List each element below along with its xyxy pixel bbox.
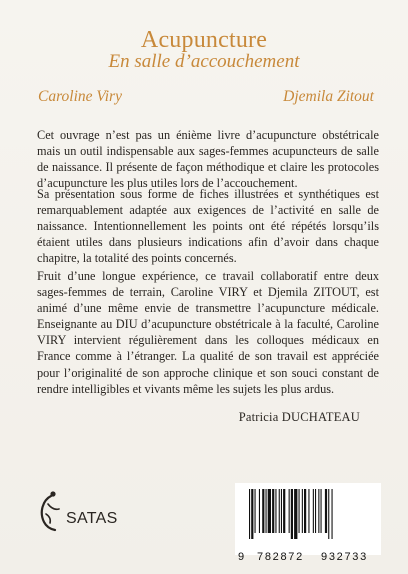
barcode-bar xyxy=(299,489,300,533)
isbn-barcode xyxy=(235,483,381,563)
blurb-paragraph-1 xyxy=(37,127,379,191)
barcode-bar xyxy=(294,489,297,539)
barcode-bar xyxy=(308,489,309,533)
barcode-bar xyxy=(279,489,280,533)
paragraph-text: Fruit d’une longue expérience, ce travail collaboratif entre deux sages-femmes de terrain, Caroline VIRY et Djemila ZITOUT, est animé d’une même envie de transmettre l’acupuncture médicale. Enseignante au DIU d’acupuncture obstétricale à la faculté, Caroline VIRY intervient régulièrement dans les colloques médicaux en France comme à l’étranger. La qualité de son travail est appréciée pour l’originalité de son approche clinique et son souci constant de rendre intelligibles et vivants même les sujets les plus ardus. xyxy=(37,269,379,396)
barcode-bar xyxy=(281,489,282,533)
barcode-bar xyxy=(325,489,327,533)
barcode-bars xyxy=(249,489,369,539)
barcode-lead-digit: 9 xyxy=(238,551,245,563)
barcode-bar xyxy=(328,489,329,539)
barcode-group-2: 932733 xyxy=(321,551,368,563)
barcode-bar xyxy=(262,489,264,533)
foreword-signature: Patricia DUCHATEAU xyxy=(238,410,360,424)
barcode-bar xyxy=(315,489,316,533)
paragraph-text: Sa présentation sous forme de fiches illustrées et synthétiques est remarquablement adaptée aux exigences de l’activité en salle de naissance. Intentionnellement les points ont été répétés lorsqu’ils étaient utiles dans plusieurs indications afin d’avoir dans chaque chapitre, la totalité des points concernés. xyxy=(37,187,379,266)
barcode-bar xyxy=(321,489,322,533)
book-subtitle: En salle d’accouchement xyxy=(108,51,300,72)
barcode-bar xyxy=(268,489,271,533)
author-1: Caroline Viry xyxy=(38,88,122,105)
barcode-bar xyxy=(304,489,306,533)
barcode-bar xyxy=(272,489,274,533)
barcode-bar xyxy=(255,489,256,533)
barcode-bar xyxy=(259,489,260,533)
blurb-paragraph-2 xyxy=(37,186,379,266)
dancing-figure-icon xyxy=(36,488,62,532)
paragraph-text: Cet ouvrage n’est pas un énième livre d’acupuncture obstétricale mais un outil indispensable aux sages-femmes acupuncteurs de salle de naissance. Il présente de façon méthodique et claire les protocoles d’acupuncture les plus utiles lors de l’accouchement. xyxy=(37,128,379,191)
barcode-group-1: 782872 xyxy=(257,551,304,563)
author-2: Djemila Zitout xyxy=(283,88,374,105)
book-title: Acupuncture xyxy=(140,27,268,53)
publisher-name: SATAS xyxy=(66,510,118,527)
barcode-bar xyxy=(291,489,293,539)
barcode-bar xyxy=(302,489,303,533)
barcode-bar xyxy=(266,489,267,533)
barcode-bar xyxy=(332,489,333,539)
barcode-bar xyxy=(313,489,314,533)
blurb-paragraph-3 xyxy=(37,268,379,397)
barcode-bar xyxy=(275,489,276,533)
barcode-bar xyxy=(289,489,290,533)
barcode-bar xyxy=(318,489,319,533)
barcode-bar xyxy=(251,489,253,539)
barcode-bar xyxy=(249,489,250,539)
barcode-bar xyxy=(283,489,285,533)
